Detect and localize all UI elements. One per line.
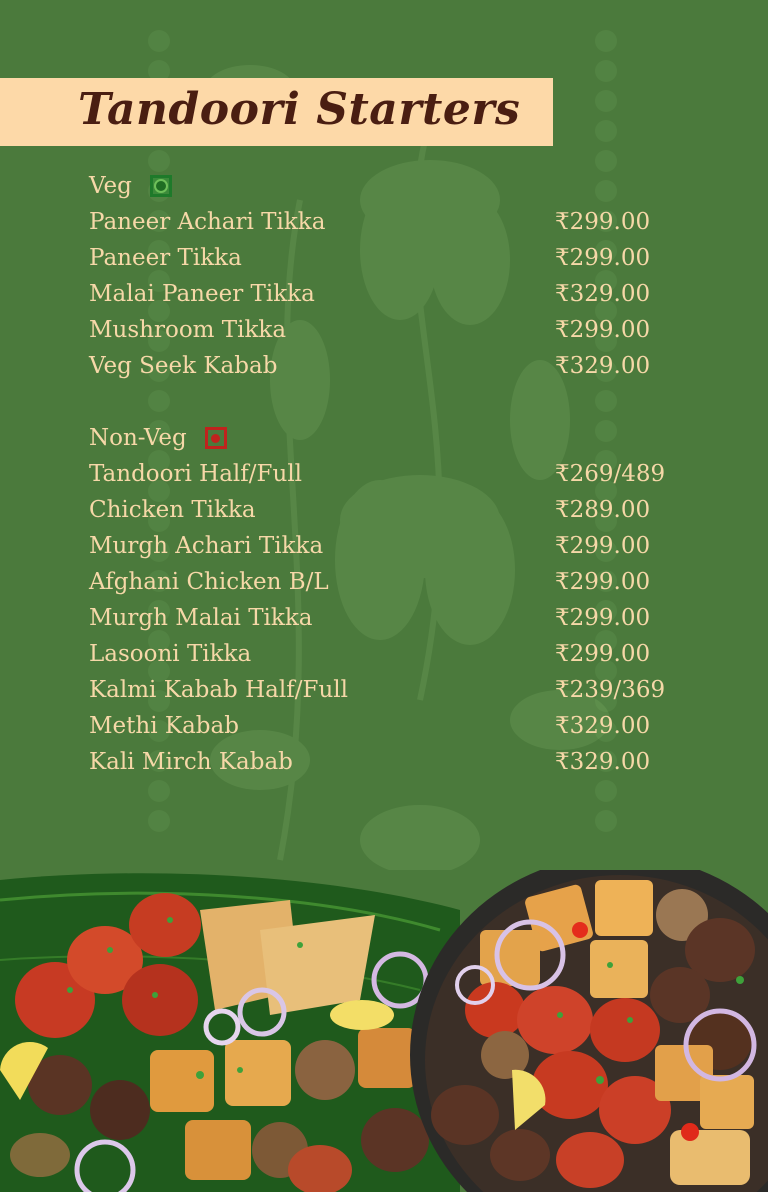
- veg-section-label: Veg: [89, 173, 132, 199]
- item-name: Murgh Achari Tikka: [89, 533, 324, 559]
- item-name: Paneer Tikka: [89, 245, 242, 271]
- veg-symbol-icon: [150, 175, 172, 197]
- item-name: Tandoori Half/Full: [89, 461, 303, 487]
- item-price: ₹299.00: [555, 605, 651, 631]
- menu-item: [89, 492, 689, 528]
- item-price: ₹329.00: [555, 749, 651, 775]
- nonveg-section-label: Non-Veg: [89, 425, 187, 451]
- item-name: Veg Seek Kabab: [89, 353, 278, 379]
- item-price: ₹299.00: [555, 533, 651, 559]
- item-name: Murgh Malai Tikka: [89, 605, 313, 631]
- menu-item: [89, 636, 689, 672]
- menu-item: [89, 744, 689, 780]
- non-veg-symbol-icon: [205, 427, 227, 449]
- menu-item: [89, 240, 689, 276]
- menu-list: [89, 168, 689, 780]
- item-price: ₹329.00: [555, 281, 651, 307]
- menu-item: [89, 708, 689, 744]
- item-price: ₹299.00: [555, 317, 651, 343]
- menu-item: [89, 672, 689, 708]
- item-name: Paneer Achari Tikka: [89, 209, 326, 235]
- item-price: ₹299.00: [555, 245, 651, 271]
- item-name: Lasooni Tikka: [89, 641, 252, 667]
- menu-item: [89, 456, 689, 492]
- item-price: ₹329.00: [555, 713, 651, 739]
- item-name: Mushroom Tikka: [89, 317, 287, 343]
- menu-item: [89, 204, 689, 240]
- menu-item: [89, 276, 689, 312]
- nonveg-section-header: [89, 420, 689, 456]
- menu-item: [89, 528, 689, 564]
- tandoori-platter-image: [0, 870, 768, 1192]
- item-name: Methi Kabab: [89, 713, 239, 739]
- item-price: ₹299.00: [555, 641, 651, 667]
- item-name: Kali Mirch Kabab: [89, 749, 293, 775]
- menu-item: [89, 348, 689, 384]
- item-price: ₹299.00: [555, 569, 651, 595]
- item-price: ₹269/489: [555, 461, 666, 487]
- veg-section-header: [89, 168, 689, 204]
- menu-item: [89, 564, 689, 600]
- page-title: Tandoori Starters: [78, 84, 521, 135]
- item-price: ₹329.00: [555, 353, 651, 379]
- title-banner: [0, 78, 553, 146]
- item-name: Chicken Tikka: [89, 497, 256, 523]
- food-photo: [0, 870, 768, 1192]
- menu-item: [89, 600, 689, 636]
- item-price: ₹289.00: [555, 497, 651, 523]
- item-name: Afghani Chicken B/L: [89, 569, 329, 595]
- item-price: ₹239/369: [555, 677, 666, 703]
- menu-item: [89, 312, 689, 348]
- item-name: Kalmi Kabab Half/Full: [89, 677, 348, 703]
- item-price: ₹299.00: [555, 209, 651, 235]
- item-name: Malai Paneer Tikka: [89, 281, 315, 307]
